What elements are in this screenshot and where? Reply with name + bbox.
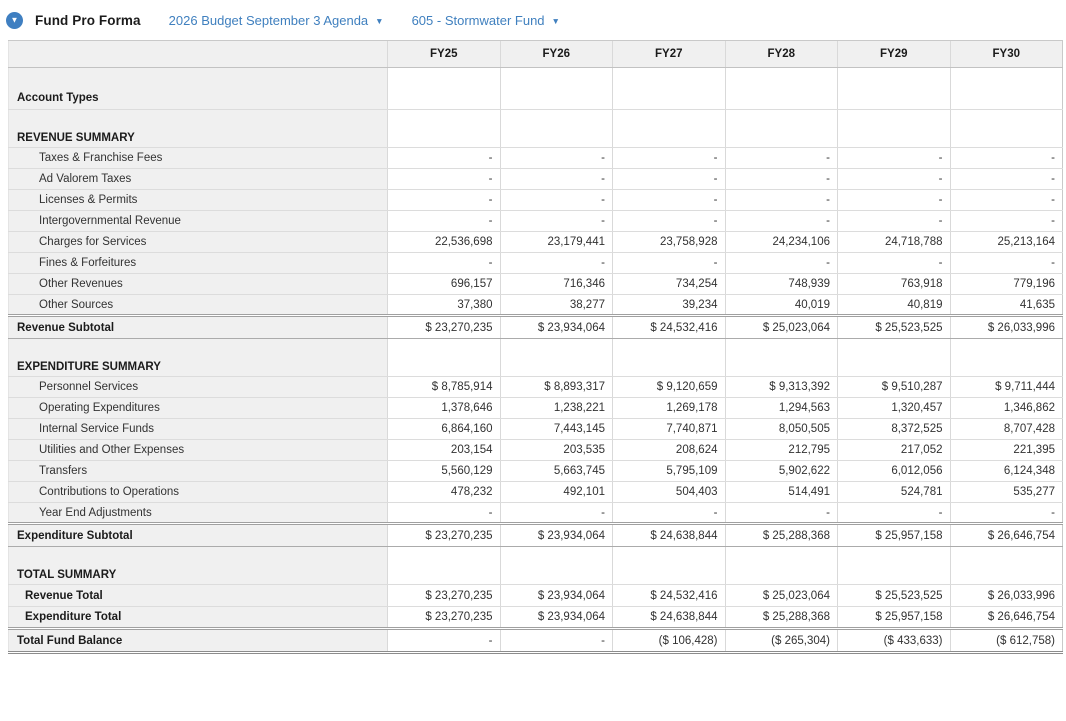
column-header-fy30: FY30 bbox=[950, 41, 1063, 68]
value-cell: - bbox=[500, 253, 613, 274]
table-row bbox=[9, 211, 1063, 232]
value-cell: ($ 106,428) bbox=[613, 629, 726, 653]
value-cell: 24,718,788 bbox=[838, 232, 951, 253]
value-cell bbox=[950, 547, 1063, 585]
table-row bbox=[9, 398, 1063, 419]
value-cell: - bbox=[500, 148, 613, 169]
value-cell: - bbox=[613, 503, 726, 524]
value-cell: 212,795 bbox=[725, 440, 838, 461]
value-cell: $ 23,934,064 bbox=[500, 524, 613, 547]
row-label: Fines & Forfeitures bbox=[9, 253, 388, 274]
page-header bbox=[0, 0, 1066, 40]
table-row bbox=[9, 547, 1063, 585]
row-label: Year End Adjustments bbox=[9, 503, 388, 524]
table-row bbox=[9, 169, 1063, 190]
value-cell: - bbox=[500, 190, 613, 211]
value-cell: 716,346 bbox=[500, 274, 613, 295]
value-cell: 734,254 bbox=[613, 274, 726, 295]
value-cell: 23,179,441 bbox=[500, 232, 613, 253]
value-cell: - bbox=[500, 211, 613, 232]
chevron-down-icon: ▼ bbox=[375, 16, 384, 26]
value-cell: 38,277 bbox=[500, 295, 613, 316]
value-cell: 217,052 bbox=[838, 440, 951, 461]
value-cell: - bbox=[725, 190, 838, 211]
value-cell: - bbox=[388, 211, 501, 232]
fund-label: 605 - Stormwater Fund bbox=[411, 12, 545, 28]
value-cell: - bbox=[725, 169, 838, 190]
table-row bbox=[9, 607, 1063, 629]
corner-header-cell bbox=[9, 41, 388, 68]
value-cell: - bbox=[613, 190, 726, 211]
value-cell: 208,624 bbox=[613, 440, 726, 461]
value-cell: - bbox=[500, 503, 613, 524]
chevron-down-icon: ▼ bbox=[551, 16, 560, 26]
row-label: REVENUE SUMMARY bbox=[9, 110, 388, 148]
table-body bbox=[9, 68, 1063, 653]
chevron-down-circle-icon: ▼ bbox=[10, 15, 19, 25]
value-cell: 504,403 bbox=[613, 482, 726, 503]
value-cell: - bbox=[838, 211, 951, 232]
value-cell bbox=[838, 547, 951, 585]
row-label: Total Fund Balance bbox=[9, 629, 388, 653]
table-row bbox=[9, 524, 1063, 547]
value-cell: $ 23,270,235 bbox=[388, 607, 501, 629]
value-cell: 22,536,698 bbox=[388, 232, 501, 253]
value-cell: $ 9,313,392 bbox=[725, 377, 838, 398]
row-label: Internal Service Funds bbox=[9, 419, 388, 440]
row-label: Revenue Subtotal bbox=[9, 316, 388, 339]
page-title: Fund Pro Forma bbox=[35, 12, 141, 28]
value-cell: - bbox=[950, 169, 1063, 190]
value-cell: 524,781 bbox=[838, 482, 951, 503]
value-cell: $ 24,532,416 bbox=[613, 585, 726, 607]
value-cell: - bbox=[838, 148, 951, 169]
value-cell: $ 25,288,368 bbox=[725, 607, 838, 629]
table-row bbox=[9, 295, 1063, 316]
value-cell: 41,635 bbox=[950, 295, 1063, 316]
value-cell: - bbox=[388, 503, 501, 524]
value-cell: - bbox=[838, 253, 951, 274]
value-cell bbox=[613, 339, 726, 377]
value-cell: 696,157 bbox=[388, 274, 501, 295]
value-cell: 5,560,129 bbox=[388, 461, 501, 482]
value-cell: - bbox=[613, 148, 726, 169]
column-header-fy28: FY28 bbox=[725, 41, 838, 68]
value-cell: 514,491 bbox=[725, 482, 838, 503]
value-cell bbox=[838, 68, 951, 110]
value-cell: 203,535 bbox=[500, 440, 613, 461]
value-cell bbox=[500, 547, 613, 585]
value-cell: - bbox=[613, 169, 726, 190]
value-cell: $ 23,270,235 bbox=[388, 316, 501, 339]
value-cell: ($ 433,633) bbox=[838, 629, 951, 653]
value-cell: 6,124,348 bbox=[950, 461, 1063, 482]
value-cell: 1,238,221 bbox=[500, 398, 613, 419]
value-cell: - bbox=[613, 211, 726, 232]
value-cell: $ 25,023,064 bbox=[725, 316, 838, 339]
value-cell: 6,864,160 bbox=[388, 419, 501, 440]
value-cell bbox=[613, 68, 726, 110]
value-cell: $ 25,523,525 bbox=[838, 316, 951, 339]
value-cell: $ 25,957,158 bbox=[838, 524, 951, 547]
value-cell: - bbox=[388, 629, 501, 653]
value-cell: $ 8,785,914 bbox=[388, 377, 501, 398]
value-cell: - bbox=[725, 148, 838, 169]
row-label: Ad Valorem Taxes bbox=[9, 169, 388, 190]
value-cell: 7,443,145 bbox=[500, 419, 613, 440]
value-cell bbox=[388, 68, 501, 110]
value-cell: 763,918 bbox=[838, 274, 951, 295]
row-label: Taxes & Franchise Fees bbox=[9, 148, 388, 169]
value-cell: $ 9,510,287 bbox=[838, 377, 951, 398]
row-label: Other Revenues bbox=[9, 274, 388, 295]
value-cell: 1,269,178 bbox=[613, 398, 726, 419]
value-cell: 40,819 bbox=[838, 295, 951, 316]
value-cell bbox=[950, 110, 1063, 148]
value-cell: 25,213,164 bbox=[950, 232, 1063, 253]
value-cell bbox=[500, 68, 613, 110]
column-header-row bbox=[9, 41, 1063, 68]
value-cell bbox=[950, 339, 1063, 377]
value-cell: 24,234,106 bbox=[725, 232, 838, 253]
value-cell: - bbox=[388, 148, 501, 169]
table-row bbox=[9, 316, 1063, 339]
value-cell: $ 23,270,235 bbox=[388, 524, 501, 547]
value-cell: $ 23,934,064 bbox=[500, 585, 613, 607]
budget-version-label: 2026 Budget September 3 Agenda bbox=[168, 12, 369, 28]
value-cell: 8,050,505 bbox=[725, 419, 838, 440]
value-cell: - bbox=[388, 169, 501, 190]
value-cell: $ 24,532,416 bbox=[613, 316, 726, 339]
row-label: TOTAL SUMMARY bbox=[9, 547, 388, 585]
value-cell: $ 23,270,235 bbox=[388, 585, 501, 607]
value-cell bbox=[838, 339, 951, 377]
row-label: Other Sources bbox=[9, 295, 388, 316]
row-label: EXPENDITURE SUMMARY bbox=[9, 339, 388, 377]
row-label: Licenses & Permits bbox=[9, 190, 388, 211]
row-label: Transfers bbox=[9, 461, 388, 482]
value-cell: - bbox=[725, 211, 838, 232]
value-cell: 7,740,871 bbox=[613, 419, 726, 440]
value-cell: 5,795,109 bbox=[613, 461, 726, 482]
value-cell: 23,758,928 bbox=[613, 232, 726, 253]
value-cell: 221,395 bbox=[950, 440, 1063, 461]
value-cell: 39,234 bbox=[613, 295, 726, 316]
value-cell: $ 26,646,754 bbox=[950, 607, 1063, 629]
value-cell: 535,277 bbox=[950, 482, 1063, 503]
value-cell: ($ 265,304) bbox=[725, 629, 838, 653]
row-label: Account Types bbox=[9, 68, 388, 110]
budget-version-dropdown[interactable] bbox=[169, 13, 384, 28]
value-cell: 1,320,457 bbox=[838, 398, 951, 419]
value-cell: - bbox=[950, 503, 1063, 524]
value-cell bbox=[388, 110, 501, 148]
row-label: Expenditure Subtotal bbox=[9, 524, 388, 547]
value-cell: $ 24,638,844 bbox=[613, 524, 726, 547]
value-cell bbox=[725, 339, 838, 377]
row-label: Contributions to Operations bbox=[9, 482, 388, 503]
value-cell: ($ 612,758) bbox=[950, 629, 1063, 653]
table-row bbox=[9, 482, 1063, 503]
value-cell: $ 24,638,844 bbox=[613, 607, 726, 629]
value-cell: - bbox=[838, 169, 951, 190]
value-cell: $ 25,023,064 bbox=[725, 585, 838, 607]
row-label: Charges for Services bbox=[9, 232, 388, 253]
row-label: Personnel Services bbox=[9, 377, 388, 398]
value-cell: - bbox=[838, 190, 951, 211]
value-cell: - bbox=[950, 253, 1063, 274]
value-cell bbox=[500, 339, 613, 377]
value-cell: - bbox=[500, 629, 613, 653]
value-cell: - bbox=[950, 148, 1063, 169]
value-cell: 37,380 bbox=[388, 295, 501, 316]
value-cell: $ 25,957,158 bbox=[838, 607, 951, 629]
value-cell: $ 26,033,996 bbox=[950, 585, 1063, 607]
value-cell bbox=[613, 110, 726, 148]
value-cell: 748,939 bbox=[725, 274, 838, 295]
value-cell: 779,196 bbox=[950, 274, 1063, 295]
value-cell: $ 23,934,064 bbox=[500, 607, 613, 629]
value-cell: - bbox=[950, 211, 1063, 232]
table-row bbox=[9, 629, 1063, 653]
value-cell: $ 23,934,064 bbox=[500, 316, 613, 339]
value-cell: $ 9,120,659 bbox=[613, 377, 726, 398]
value-cell bbox=[388, 547, 501, 585]
value-cell bbox=[725, 68, 838, 110]
value-cell: $ 26,033,996 bbox=[950, 316, 1063, 339]
table-row bbox=[9, 68, 1063, 110]
value-cell: - bbox=[613, 253, 726, 274]
value-cell: 40,019 bbox=[725, 295, 838, 316]
value-cell bbox=[613, 547, 726, 585]
value-cell: $ 9,711,444 bbox=[950, 377, 1063, 398]
value-cell: 8,707,428 bbox=[950, 419, 1063, 440]
value-cell: - bbox=[725, 253, 838, 274]
value-cell: 1,294,563 bbox=[725, 398, 838, 419]
table-row bbox=[9, 232, 1063, 253]
value-cell: $ 8,893,317 bbox=[500, 377, 613, 398]
table-row bbox=[9, 148, 1063, 169]
table-row bbox=[9, 461, 1063, 482]
value-cell: 1,346,862 bbox=[950, 398, 1063, 419]
column-header-fy26: FY26 bbox=[500, 41, 613, 68]
column-header-fy25: FY25 bbox=[388, 41, 501, 68]
row-label: Intergovernmental Revenue bbox=[9, 211, 388, 232]
table-row bbox=[9, 585, 1063, 607]
value-cell: - bbox=[500, 169, 613, 190]
value-cell: 478,232 bbox=[388, 482, 501, 503]
value-cell: 6,012,056 bbox=[838, 461, 951, 482]
value-cell: 1,378,646 bbox=[388, 398, 501, 419]
value-cell: - bbox=[838, 503, 951, 524]
value-cell bbox=[950, 68, 1063, 110]
value-cell: $ 26,646,754 bbox=[950, 524, 1063, 547]
value-cell: 5,902,622 bbox=[725, 461, 838, 482]
table-row bbox=[9, 503, 1063, 524]
value-cell bbox=[388, 339, 501, 377]
table-row bbox=[9, 419, 1063, 440]
value-cell bbox=[838, 110, 951, 148]
value-cell bbox=[725, 547, 838, 585]
value-cell: 492,101 bbox=[500, 482, 613, 503]
collapse-toggle-button[interactable] bbox=[6, 12, 23, 29]
table-row bbox=[9, 377, 1063, 398]
pro-forma-table bbox=[8, 40, 1063, 654]
value-cell: 5,663,745 bbox=[500, 461, 613, 482]
table-row bbox=[9, 339, 1063, 377]
column-header-fy29: FY29 bbox=[838, 41, 951, 68]
table-row bbox=[9, 190, 1063, 211]
value-cell: - bbox=[725, 503, 838, 524]
value-cell bbox=[725, 110, 838, 148]
value-cell: 203,154 bbox=[388, 440, 501, 461]
value-cell: - bbox=[388, 190, 501, 211]
value-cell: - bbox=[388, 253, 501, 274]
value-cell bbox=[500, 110, 613, 148]
column-header-fy27: FY27 bbox=[613, 41, 726, 68]
fund-dropdown[interactable] bbox=[412, 13, 560, 28]
value-cell: $ 25,523,525 bbox=[838, 585, 951, 607]
row-label: Expenditure Total bbox=[9, 607, 388, 629]
table-row bbox=[9, 274, 1063, 295]
table-row bbox=[9, 110, 1063, 148]
value-cell: $ 25,288,368 bbox=[725, 524, 838, 547]
row-label: Operating Expenditures bbox=[9, 398, 388, 419]
value-cell: 8,372,525 bbox=[838, 419, 951, 440]
row-label: Revenue Total bbox=[9, 585, 388, 607]
value-cell: - bbox=[950, 190, 1063, 211]
table-row bbox=[9, 253, 1063, 274]
row-label: Utilities and Other Expenses bbox=[9, 440, 388, 461]
table-row bbox=[9, 440, 1063, 461]
